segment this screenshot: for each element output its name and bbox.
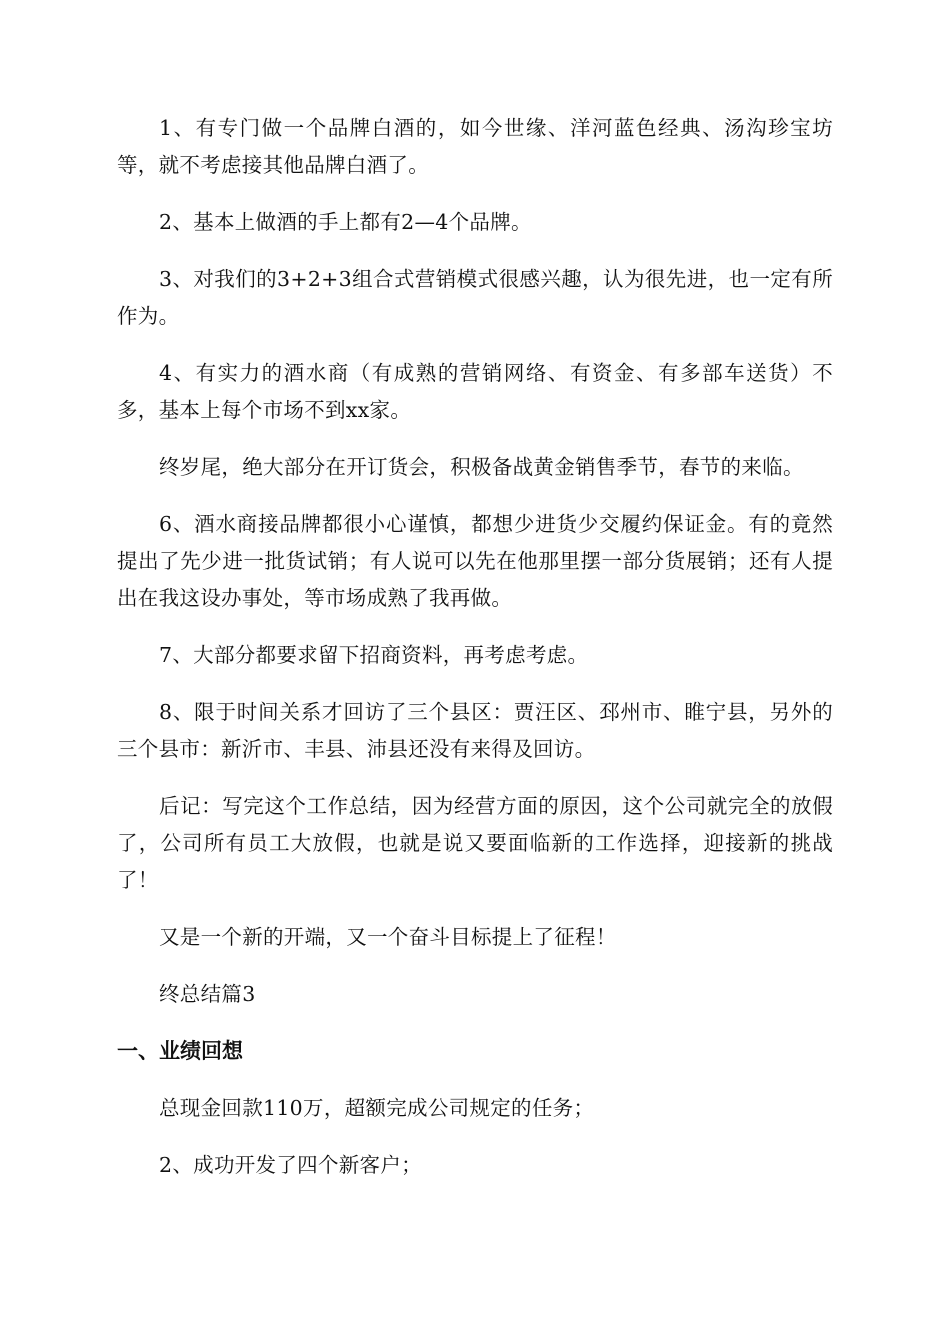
paragraph-2: 2、基本上做酒的手上都有2—4个品牌。	[159, 210, 532, 234]
paragraph-new-clients: 2、成功开发了四个新客户；	[159, 1153, 422, 1177]
paragraph-8: 8、限于时间关系才回访了三个县区：贾汪区、邳州市、睢宁县，另外的三个县市：新沂市、丰县、沛县还没有来得及回访。	[117, 700, 833, 761]
section-title: 终总结篇3	[159, 982, 256, 1006]
heading-performance-review: 一、业绩回想	[117, 1039, 243, 1063]
paragraph-4: 4、有实力的酒水商（有成熟的营销网络、有资金、有多部车送货）不多，基本上每个市场不到xx家。	[117, 361, 833, 422]
paragraph-5: 终岁尾，绝大部分在开订货会，积极备战黄金销售季节，春节的来临。	[159, 455, 804, 479]
paragraph-new-beginning: 又是一个新的开端，又一个奋斗目标提上了征程！	[159, 925, 617, 949]
paragraph-6: 6、酒水商接品牌都很小心谨慎，都想少进货少交履约保证金。有的竟然提出了先少进一批货试销；有人说可以先在他那里摆一部分货展销；还有人提出在我这设办事处，等市场成熟了我再做。	[117, 512, 833, 610]
paragraph-cash-return: 总现金回款110万，超额完成公司规定的任务；	[159, 1096, 595, 1120]
paragraph-afterword: 后记：写完这个工作总结，因为经营方面的原因，这个公司就完全的放假了，公司所有员工大放假，也就是说又要面临新的工作选择，迎接新的挑战了！	[117, 794, 833, 892]
paragraph-3: 3、对我们的3+2+3组合式营销模式很感兴趣，认为很先进，也一定有所作为。	[117, 267, 833, 328]
document-page	[117, 110, 833, 1184]
paragraph-1: 1、有专门做一个品牌白酒的，如今世缘、洋河蓝色经典、汤沟珍宝坊等，就不考虑接其他品牌白酒了。	[117, 116, 833, 177]
paragraph-7: 7、大部分都要求留下招商资料，再考虑考虑。	[159, 643, 589, 667]
